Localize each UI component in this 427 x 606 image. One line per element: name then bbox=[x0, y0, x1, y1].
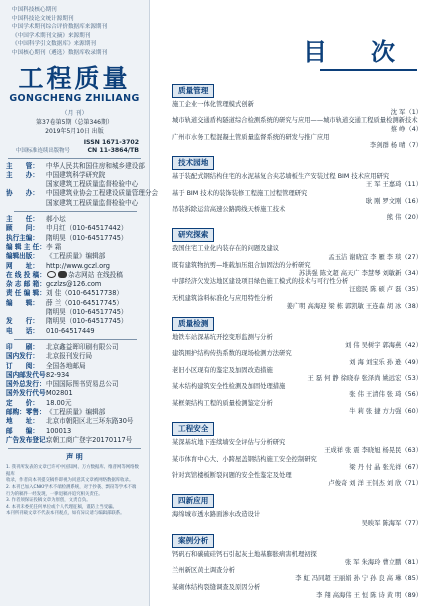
info-key: 编 辑： bbox=[6, 298, 39, 307]
info-row bbox=[6, 371, 145, 380]
info-row bbox=[6, 427, 145, 436]
article-authors-page: 姜广明 高海迎 梁 栋 郭凯敏 王连森 胡 冰（38） bbox=[286, 302, 422, 310]
article-title: 基于 BIM 技术的装饰装修工程施工过程管理研究 bbox=[172, 189, 308, 197]
info-row bbox=[6, 352, 145, 361]
article-title: 钙矾石和碳硫硅钙石引起灰土地基膨胀病害机理初探 bbox=[172, 550, 317, 558]
article-title: 兰州新区黄土调查分析 bbox=[172, 567, 235, 575]
info-key: 国内邮发代号： bbox=[6, 370, 53, 379]
article-authors-page: 孟玉洁 谢晓宜 李 雁 李 琰（27） bbox=[328, 253, 422, 261]
info-value: 中华人民共和国住房和城乡建设部 bbox=[46, 161, 145, 170]
indexing-note: 中国科技论文统计源期刊 bbox=[12, 15, 74, 22]
section-heading: 案例分析 bbox=[172, 534, 214, 548]
info-row bbox=[6, 399, 145, 408]
section-heading: 技术园地 bbox=[172, 156, 214, 170]
toc-entry[interactable] bbox=[172, 511, 422, 527]
divider bbox=[8, 448, 141, 449]
info-key: 编辑出版： bbox=[6, 252, 39, 261]
toc-entry[interactable] bbox=[172, 206, 422, 222]
info-row bbox=[6, 299, 145, 308]
publication-info bbox=[0, 161, 159, 446]
statement-line: 本刊所刊载文章不代表本刊观点，如有异议请与编辑部联系。 bbox=[6, 511, 125, 517]
info-row bbox=[6, 271, 145, 280]
info-row bbox=[6, 362, 145, 371]
email-link[interactable]: gczlzs@126.com bbox=[46, 280, 102, 289]
section-heading: 研究探索 bbox=[172, 228, 214, 242]
toc-entry[interactable] bbox=[172, 295, 422, 311]
info-value: 010-64517449 bbox=[46, 326, 95, 335]
section-heading: 四新应用 bbox=[172, 494, 214, 508]
toc-entry[interactable] bbox=[172, 278, 422, 294]
article-title: 广州市水务工程混凝土管质量监督系统的研发与推广应用 bbox=[172, 133, 330, 141]
info-row bbox=[6, 380, 145, 389]
info-value: 北京市朝阳区北三环东路30号 bbox=[46, 417, 134, 426]
info-value: 隋明昊（010-64517745） bbox=[46, 308, 128, 317]
article-title: 某木结构建筑安全性检测及加固处理措施 bbox=[172, 383, 286, 391]
info-row bbox=[6, 308, 145, 317]
indexing-notes bbox=[0, 0, 149, 58]
info-key: 网 址： bbox=[6, 261, 39, 270]
statement-title: 声 明 bbox=[66, 453, 83, 462]
info-value: 李 霜 bbox=[46, 242, 62, 251]
info-value: 中国建筑业协会工程建设质量管理分会 bbox=[46, 189, 159, 198]
info-key bbox=[6, 199, 46, 208]
article-title: 建筑围护结构传热系数的现场检测方法研究 bbox=[172, 350, 292, 358]
info-value: 国家建筑工程质量监督检验中心 bbox=[46, 198, 139, 207]
info-value: 《工程质量》编辑部 bbox=[46, 407, 106, 416]
info-key: 地 址： bbox=[6, 417, 39, 426]
article-authors-page: 蔡 峥（4） bbox=[390, 125, 422, 133]
article-authors-page: 吴映军 陈海军（77） bbox=[361, 519, 422, 527]
info-key: 印 刷： bbox=[6, 342, 39, 351]
info-key: 执行主编： bbox=[6, 233, 39, 242]
info-value: 隋明昊（010-64517745） bbox=[46, 317, 128, 326]
article-title: 既有建筑物抗剪—堆载加压组合加固法的分析研究 bbox=[172, 261, 311, 269]
statement-text bbox=[0, 465, 149, 518]
toc-entry[interactable] bbox=[172, 173, 422, 189]
article-authors-page: 张 伟 王清伟 张 琦（56） bbox=[349, 391, 422, 399]
article-authors-page: 牛 莉 张 捷 方力强（60） bbox=[349, 407, 422, 415]
article-title: 无机建筑涂料标准化与应用特性分析 bbox=[172, 294, 273, 302]
article-authors-page: 李剑群 杨 晴（7） bbox=[369, 142, 422, 150]
serial-code-note: 中国标准连续出版物号 bbox=[16, 147, 70, 154]
info-value bbox=[46, 271, 123, 280]
article-title: 某市体育中心大、小跨屋盖钢结构施工安全控制研究 bbox=[172, 455, 317, 463]
toc-entry[interactable] bbox=[172, 117, 422, 133]
indexing-note: 中国学术期刊综合评价数据库来源期刊 bbox=[12, 24, 108, 31]
info-key: 编 辑 主 任： bbox=[6, 242, 46, 251]
article-authors-page: 熊 伟（20） bbox=[386, 214, 422, 222]
info-row bbox=[6, 408, 145, 417]
article-authors-page: 刘 海 刘宝乐 孙 逊（49） bbox=[349, 358, 422, 366]
toc-entry[interactable] bbox=[172, 367, 422, 383]
article-authors-page: 卢俊奇 刘 洋 王钊杰 刘 欣（71） bbox=[328, 480, 422, 488]
info-row bbox=[6, 252, 145, 261]
divider bbox=[14, 339, 137, 340]
info-value: 全国各地邮局 bbox=[46, 361, 86, 370]
info-value: 100013 bbox=[46, 426, 72, 435]
info-key: 主 任： bbox=[6, 215, 39, 224]
info-key: 杂 志 邮 箱： bbox=[6, 280, 46, 289]
info-row bbox=[6, 189, 159, 198]
toc-entry[interactable] bbox=[172, 334, 422, 350]
issn: ISSN 1671-3702 bbox=[83, 138, 139, 146]
article-title: 吊装拆除运营高速公路跨线天桥施工技术 bbox=[172, 206, 286, 214]
article-title: 我国住宅工业化内装存在的问题及建议 bbox=[172, 245, 280, 253]
article-title: 基于装配式钢结构住宅的水泥基复合夹芯墙板生产安装过程 BIM 技术应用研究 bbox=[172, 173, 390, 181]
title-rule bbox=[320, 69, 417, 71]
article-authors-page: 沈 军（1） bbox=[390, 109, 422, 117]
article-title: 某砌体结构裂缝调查及原因分析 bbox=[172, 583, 261, 591]
info-value: 82-934 bbox=[46, 370, 70, 379]
indexing-note: 中国科技核心期刊 bbox=[12, 7, 57, 13]
journal-logo: 工程质量 bbox=[18, 63, 131, 93]
statement-line: 收录，作者向本刊提交稿件即视为同意其文章被网络数据库收录。 bbox=[6, 478, 134, 484]
section-heading: 质量管理 bbox=[172, 84, 214, 98]
info-value: 申月红（010-64517442） bbox=[46, 224, 128, 233]
serial-codes bbox=[0, 139, 149, 155]
info-row bbox=[6, 234, 145, 243]
info-key: 顾 问： bbox=[6, 224, 39, 233]
info-value: 北京报刊发行局 bbox=[46, 352, 93, 361]
info-key: 国外发行代号： bbox=[6, 389, 53, 398]
article-authors-page: 王 磊 何 静 徐晓春 张泽尚 姚远宏（53） bbox=[307, 375, 422, 383]
article-title: 某框架结构工程的质量检测鉴定分析 bbox=[172, 399, 273, 407]
info-row bbox=[6, 317, 145, 326]
divider bbox=[14, 211, 137, 212]
info-key: 广告发布登记： bbox=[6, 435, 53, 444]
article-title: 老旧小区现有的鉴定及加固改造措施 bbox=[172, 366, 273, 374]
toc-entry[interactable] bbox=[172, 551, 422, 567]
info-key: 在 线 投 稿： bbox=[6, 270, 46, 279]
table-of-contents bbox=[172, 78, 422, 600]
info-value: 北京鑫益晖印刷有限公司 bbox=[46, 342, 119, 351]
info-key: 订 阅： bbox=[6, 361, 39, 370]
toc-entry[interactable] bbox=[172, 350, 422, 366]
toc-entry[interactable] bbox=[172, 190, 422, 206]
toc-entry[interactable] bbox=[172, 134, 422, 150]
cn-code: CN 11-3864/TB bbox=[87, 146, 139, 154]
section-heading: 工程安全 bbox=[172, 422, 214, 436]
info-key: 定 价： bbox=[6, 398, 39, 407]
info-row bbox=[6, 215, 145, 224]
toc-entry[interactable] bbox=[172, 584, 422, 600]
toc-entry[interactable] bbox=[172, 262, 422, 278]
toc-entry[interactable] bbox=[172, 439, 422, 455]
info-key: 主 管： bbox=[6, 161, 39, 170]
statement-line: 3. 作者须保证投稿文章为原创，文责自负。 bbox=[6, 498, 91, 504]
info-key bbox=[6, 308, 46, 317]
contents-column bbox=[150, 0, 427, 606]
masthead-column bbox=[0, 0, 159, 606]
statement-line: 行为的稿件一经发现，一律退稿并追究相关责任。 bbox=[6, 491, 103, 497]
wechat-icon bbox=[58, 271, 67, 278]
info-row bbox=[6, 224, 145, 233]
indexing-note: 中国核心期刊（遴选）数据库收录期刊 bbox=[12, 49, 108, 56]
article-title: 城市轨道交通盾构隧道综合检测系统的研究与应用——城市轨道交通工程质量检测新技术 bbox=[172, 117, 418, 125]
toc-entry[interactable] bbox=[172, 456, 422, 472]
article-authors-page: 汪庭民 陈 硕 卢 磊（35） bbox=[349, 286, 422, 294]
info-value: 中国国际图书贸易总公司 bbox=[46, 380, 119, 389]
info-value: 国家建筑工程质量监督检验中心 bbox=[46, 180, 139, 189]
article-title: 针对宾馆楼板断裂问题的安全性鉴定及处理 bbox=[172, 471, 292, 479]
info-row bbox=[6, 243, 145, 252]
info-key: 国内发行： bbox=[6, 352, 39, 361]
article-title: 海绵城市透水路面渗水改造设计 bbox=[172, 511, 261, 519]
weibo-icon bbox=[47, 271, 56, 278]
info-row bbox=[6, 162, 145, 171]
publication-frequency: （月 刊） bbox=[61, 109, 88, 117]
info-value: M02801 bbox=[46, 389, 73, 398]
section-heading: 质量检测 bbox=[172, 317, 214, 331]
info-key: 主 办： bbox=[6, 170, 39, 179]
info-value: 薛 兰（010-64517745） bbox=[46, 298, 123, 307]
info-value: 18.00元 bbox=[46, 398, 72, 407]
toc-entry[interactable] bbox=[172, 383, 422, 399]
info-row bbox=[6, 171, 145, 180]
info-value: 《工程质量》编辑部 bbox=[46, 252, 106, 261]
article-authors-page: 李 翔 高海伟 王 恒 陈 诗 黄 明（89） bbox=[316, 591, 422, 599]
article-authors-page: 张 军 朱海玲 曹立鹏（81） bbox=[345, 558, 422, 566]
info-row bbox=[6, 389, 145, 398]
website-link[interactable]: http://www.gczl.org bbox=[46, 261, 110, 270]
article-authors-page: 王成祥 张 震 李晓旭 杨晃民（63） bbox=[324, 447, 422, 455]
toc-entry[interactable] bbox=[172, 472, 422, 488]
info-key: 邮购：零售： bbox=[6, 407, 46, 416]
divider bbox=[8, 158, 141, 159]
info-key: 协 办： bbox=[6, 189, 39, 198]
article-title: 施工企业一体化管理模式创新 bbox=[172, 101, 254, 108]
toc-title: 目 次 bbox=[303, 37, 405, 66]
indexing-note: 《中国学术期刊文摘》来源期刊 bbox=[12, 32, 91, 39]
issue-volume: 第37卷第5期（总第346期） bbox=[36, 118, 113, 126]
article-authors-page: 刘 伟 吴树宇 郭海燕（42） bbox=[345, 342, 422, 350]
issue-date: 2019年5月10日 出版 bbox=[45, 127, 104, 135]
article-authors-page: 苏洪强 陈文超 高天广 李慧琴 刘敏新（34） bbox=[298, 270, 422, 278]
online-submission[interactable]: 杂志网站 在线投稿 bbox=[68, 270, 123, 279]
info-value: 郝小坛 bbox=[46, 215, 66, 224]
article-authors-page: 梁 丹 付 晶 张光祥（67） bbox=[349, 463, 422, 471]
info-row bbox=[6, 343, 145, 352]
article-authors-page: 王 军 王嘉琦（11） bbox=[365, 181, 422, 189]
statement-line: 4. 本刊未委托任何单位或个人代理征稿，谨防上当受骗。 bbox=[6, 504, 117, 510]
indexing-note: 《中国科学引文数据库》来源期刊 bbox=[12, 41, 96, 48]
serial-code-values bbox=[84, 139, 139, 155]
toc-entry[interactable] bbox=[172, 400, 422, 416]
journal-pinyin: GONGCHENG ZHILIANG bbox=[9, 92, 140, 104]
info-value: 隋明昊（010-64517745） bbox=[46, 233, 128, 242]
statement-line: 1. 我刊所发表的文章已许可中国知网、万方数据库、维普网等网络数据库 bbox=[6, 465, 139, 477]
toc-entry[interactable] bbox=[172, 245, 422, 261]
info-row bbox=[6, 289, 145, 298]
article-authors-page: 李 虹 冯同超 王丽娟 孙 宁 孙 良 高 琳（85） bbox=[295, 575, 422, 583]
toc-entry[interactable] bbox=[172, 101, 422, 117]
info-row bbox=[6, 417, 145, 426]
toc-entry[interactable] bbox=[172, 567, 422, 583]
info-row bbox=[6, 327, 145, 336]
article-title: 中部经济欠发达地区建设项目绿色施工模式的技术与可行性分析 bbox=[172, 278, 349, 286]
info-value: 京朝工商广登字20170117号 bbox=[46, 435, 133, 444]
article-authors-page: 耿 刚 罗文刚（16） bbox=[365, 197, 422, 205]
info-key: 国外总发行： bbox=[6, 380, 46, 389]
info-row bbox=[6, 262, 145, 271]
info-key: 发 行： bbox=[6, 317, 39, 326]
info-value: 中国建筑科学研究院 bbox=[46, 170, 106, 179]
info-key: 电 话： bbox=[6, 326, 39, 335]
info-row bbox=[6, 436, 145, 445]
issue-info bbox=[0, 118, 149, 136]
statement-line: 2. 本刊已加入CNKI学术不端检测系统，对于抄袭、剽窃等学术不端 bbox=[6, 484, 137, 490]
info-key: 邮 编： bbox=[6, 426, 39, 435]
info-row bbox=[6, 199, 145, 208]
article-title: 某深基坑地下连续墙安全评估与分析研究 bbox=[172, 439, 286, 447]
info-value: 刘 佳（010-64517738） bbox=[46, 289, 123, 298]
article-title: 地铁车站深基坑开挖变形监测与分析 bbox=[172, 334, 273, 342]
info-key: 责 任 编 辑： bbox=[6, 289, 46, 298]
